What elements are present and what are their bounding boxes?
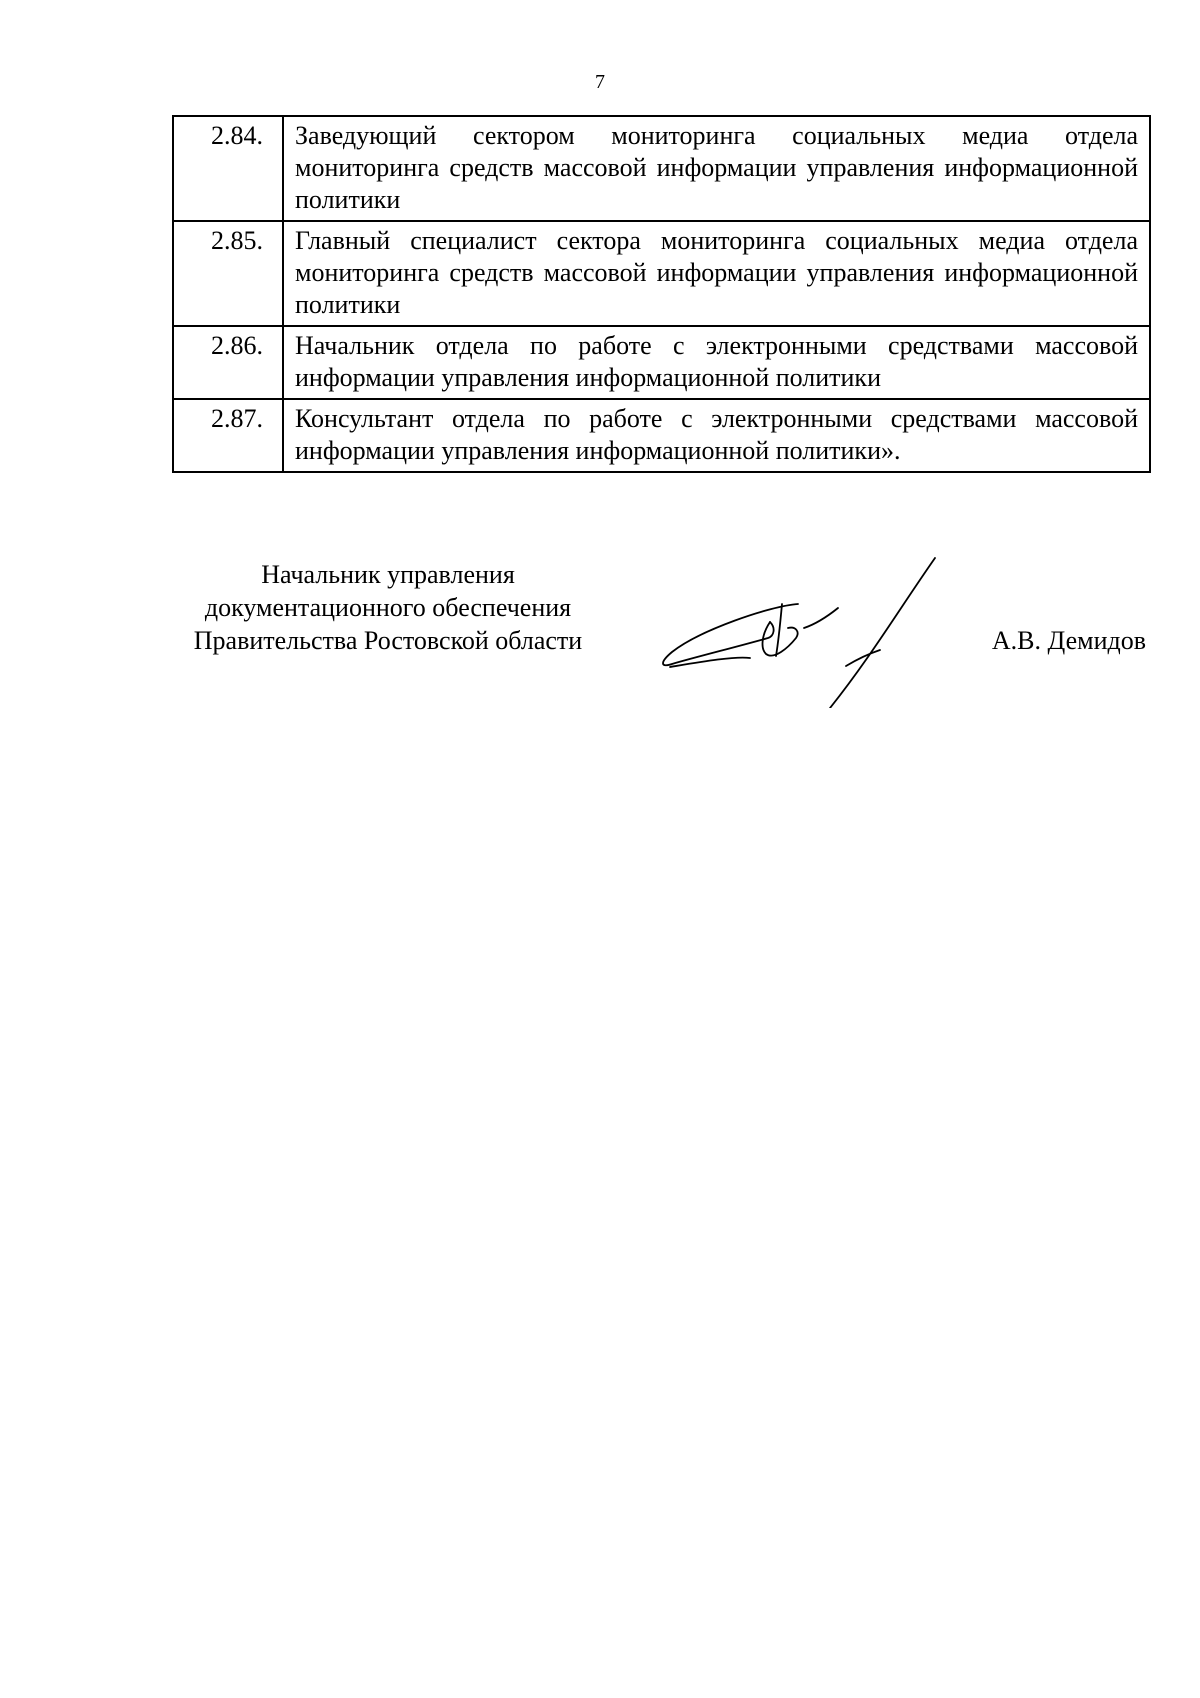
row-number: 2.87.: [173, 399, 283, 472]
page-number: 7: [595, 71, 605, 93]
signatory-position-line: Начальник управления: [261, 560, 515, 589]
table-row: [173, 399, 1150, 472]
position-title: Заведующий сектором мониторинга социальных медиа отдела мониторинга средств массовой информации управления информационной политики: [283, 116, 1150, 221]
row-number: 2.84.: [173, 116, 283, 221]
signatory-position-line: документационного обеспечения: [204, 593, 572, 622]
position-title: Начальник отдела по работе с электронными средствами массовой информации управления информационной политики: [283, 326, 1150, 399]
position-title: Главный специалист сектора мониторинга социальных медиа отдела мониторинга средств массовой информации управления информационной политики: [283, 221, 1150, 326]
signatory-position-line: Правительства Ростовской области: [193, 626, 583, 655]
handwritten-signature: [650, 548, 950, 708]
position-title: Консультант отдела по работе с электронными средствами массовой информации управления информационной политики».: [283, 399, 1150, 472]
signatory-position: [168, 558, 608, 657]
table-row: [173, 326, 1150, 399]
row-number: 2.85.: [173, 221, 283, 326]
table-row: [173, 116, 1150, 221]
table-row: [173, 221, 1150, 326]
positions-table: [172, 115, 1151, 473]
signatory-name: А.В. Демидов: [991, 626, 1146, 655]
row-number: 2.86.: [173, 326, 283, 399]
